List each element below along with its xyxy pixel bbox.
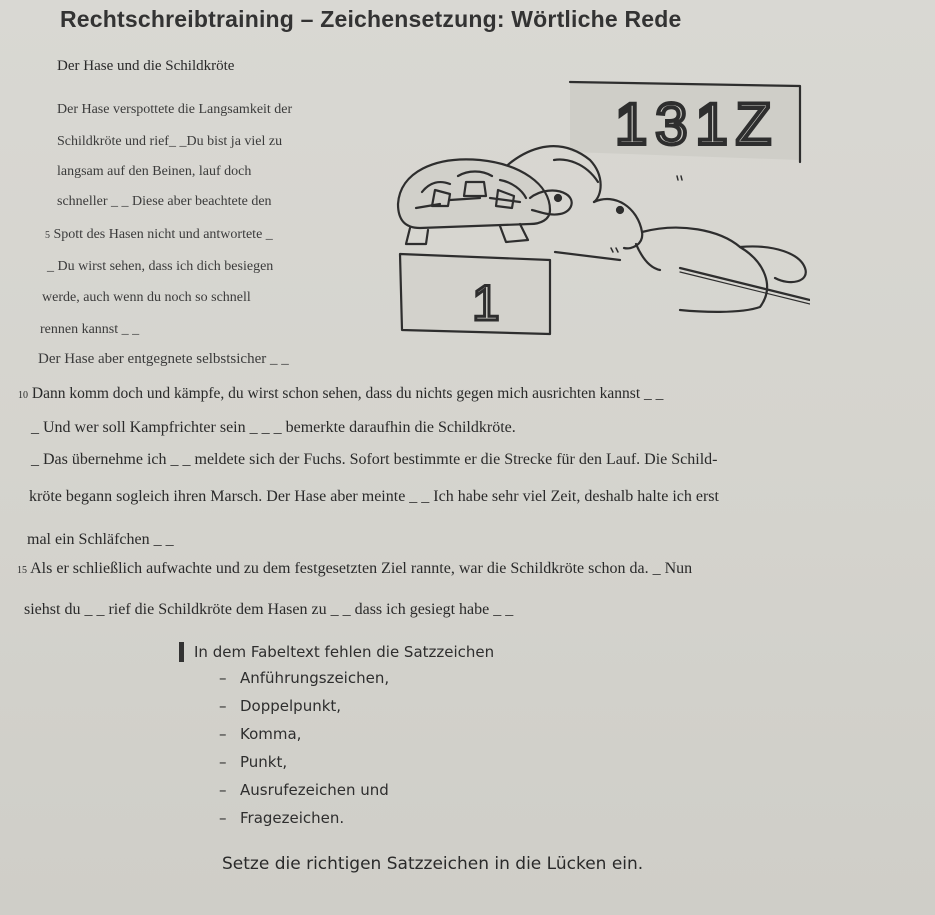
box-number: 1 bbox=[472, 275, 500, 331]
list-item-text: Komma, bbox=[240, 725, 302, 743]
line-text: Dann komm doch und kämpfe, du wirst schon sehen, dass du nichts gegen mich ausrichten kannst _ _ bbox=[31, 385, 664, 402]
line-text: Als er schließlich aufwachte und zu dem festgesetzten Ziel rannte, war die Schildkröte schon da. _ Nun bbox=[30, 560, 693, 577]
marker-bar-icon bbox=[179, 642, 184, 662]
story-line bbox=[57, 102, 292, 118]
line-text: Der Hase aber entgegnete selbstsicher _ _ bbox=[38, 351, 289, 367]
list-item bbox=[219, 781, 757, 809]
story-line bbox=[57, 164, 251, 180]
punctuation-info-box bbox=[177, 642, 757, 837]
line-text: siehst du _ _ rief die Schildkröte dem Hasen zu _ _ dass ich gesiegt habe _ _ bbox=[24, 601, 514, 618]
line-text: mal ein Schläfchen _ _ bbox=[27, 531, 174, 548]
hare-eye bbox=[617, 207, 623, 213]
list-item bbox=[219, 809, 757, 837]
line-number: 15 bbox=[17, 565, 27, 576]
line-text: werde, auch wenn du noch so schnell bbox=[42, 290, 251, 305]
turtle-eye bbox=[555, 195, 561, 201]
task-instruction: Setze die richtigen Satzzeichen in die Lücken ein. bbox=[222, 854, 644, 874]
story-line bbox=[31, 451, 717, 469]
story-title: Der Hase und die Schildkröte bbox=[57, 58, 235, 74]
turtle-shell bbox=[398, 159, 550, 228]
story-line bbox=[40, 322, 139, 338]
line-text: Der Hase verspottete die Langsamkeit der bbox=[57, 102, 293, 117]
story-line bbox=[27, 531, 174, 549]
dash-icon: – bbox=[219, 697, 227, 715]
hare-arm bbox=[636, 244, 660, 270]
line-text: rennen kannst _ _ bbox=[40, 322, 140, 337]
line-text: Spott des Hasen nicht und antwortete _ bbox=[53, 227, 273, 242]
list-item-text: Doppelpunkt, bbox=[240, 697, 342, 715]
story-line bbox=[38, 351, 289, 368]
list-item-text: Punkt, bbox=[240, 753, 288, 771]
story-line bbox=[17, 560, 692, 578]
dash-icon: – bbox=[219, 669, 227, 687]
sign-text: 131Z bbox=[615, 92, 780, 157]
hare-body bbox=[642, 228, 806, 282]
line-text: schneller _ _ Diese aber beachtete den bbox=[57, 194, 272, 209]
line-number: 10 bbox=[18, 390, 28, 401]
story-line bbox=[57, 194, 272, 210]
dash-icon: – bbox=[219, 725, 227, 743]
line-text: _ Und wer soll Kampfrichter sein _ _ _ bemerkte daraufhin die Schildkröte. bbox=[31, 419, 516, 436]
story-line bbox=[24, 601, 513, 619]
line-text: _ Du wirst sehen, dass ich dich besiegen bbox=[47, 259, 274, 274]
story-line bbox=[29, 488, 719, 506]
speed-mark bbox=[677, 176, 682, 180]
line-text: langsam auf den Beinen, lauf doch bbox=[57, 164, 252, 179]
dash-icon: – bbox=[219, 753, 227, 771]
list-item-text: Anführungszeichen, bbox=[240, 669, 390, 687]
fable-illustration bbox=[380, 72, 810, 342]
finish-line bbox=[555, 252, 810, 300]
line-number: 5 bbox=[45, 230, 50, 241]
info-heading-text: In dem Fabeltext fehlen die Satzzeichen bbox=[194, 643, 495, 661]
line-text: _ Das übernehme ich _ _ meldete sich der Fuchs. Sofort bestimmte er die Strecke für den Lauf. Die Schild- bbox=[31, 451, 718, 468]
list-item bbox=[219, 753, 757, 781]
worksheet-title: Rechtschreibtraining – Zeichensetzung: Wörtliche Rede bbox=[60, 6, 682, 32]
story-line bbox=[18, 385, 663, 403]
speed-mark-2 bbox=[611, 248, 618, 252]
info-heading bbox=[177, 642, 757, 662]
story-line bbox=[45, 227, 273, 243]
list-item bbox=[219, 697, 757, 725]
story-line bbox=[31, 419, 516, 437]
dash-icon: – bbox=[219, 781, 227, 799]
list-item bbox=[219, 725, 757, 753]
story-line bbox=[47, 259, 273, 275]
story-line bbox=[42, 290, 251, 306]
finish-tape bbox=[680, 272, 810, 304]
line-text: Schildkröte und rief_ _Du bist ja viel zu bbox=[57, 134, 283, 149]
dash-icon: – bbox=[219, 809, 227, 827]
line-text: kröte begann sogleich ihren Marsch. Der Hase aber meinte _ _ Ich habe sehr viel Zeit, deshalb halte ich erst bbox=[29, 488, 719, 505]
list-item-text: Fragezeichen. bbox=[240, 809, 345, 827]
list-item bbox=[219, 669, 757, 697]
list-item-text: Ausrufezeichen und bbox=[240, 781, 389, 799]
story-line bbox=[57, 134, 282, 150]
